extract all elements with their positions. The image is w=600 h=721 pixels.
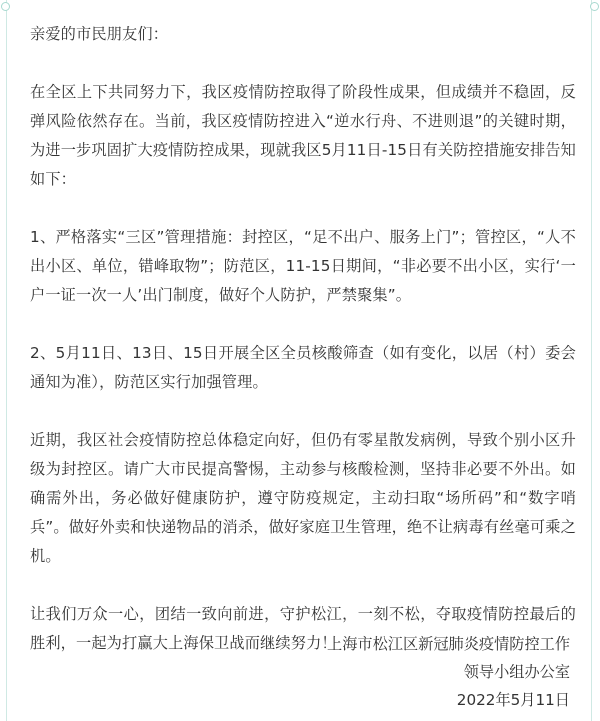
paragraph-measure-2: 2、5月11日、13日、15日开展全区全员核酸筛查（如有变化，以居（村）委会通知为准），防范区实行加强管理。	[30, 344, 576, 391]
signature-date: 2022年5月11日	[456, 691, 570, 709]
signature-block	[327, 630, 570, 714]
paragraph-intro: 在全区上下共同努力下，我区疫情防控取得了阶段性成果，但成绩并不稳固，反弹风险依然存在。当前，我区疫情防控进入“逆水行舟、不进则退”的关键时期，为进一步巩固扩大疫情防控成果，现就我区5月11日-15日有关防控措施安排告知如下：	[30, 83, 576, 188]
paragraph-closing: 让我们万众一心，团结一致向前进，守护松江，一刻不松，夺取疫情防控最后的胜利，一起为打赢大上海保卫战而继续努力！	[30, 605, 576, 652]
signature-org-line1: 上海市松江区新冠肺炎疫情防控工作	[327, 635, 570, 653]
greeting: 亲爱的市民朋友们：	[30, 25, 169, 43]
corner-ornament-left	[1, 2, 10, 11]
corner-ornament-right	[590, 2, 599, 11]
paragraph-measure-1: 1、严格落实“三区”管理措施：封控区，“足不出户、服务上门”；管控区，“人不出小区、单位，错峰取物”；防范区，11-15日期间，“非必要不出小区，实行‘一户一证一次一人’出门制度，做好个人防护，严禁聚集”。	[30, 228, 576, 304]
signature-org-line2: 领导小组办公室	[463, 663, 570, 681]
paragraph-recent-situation: 近期，我区社会疫情防控总体稳定向好，但仍有零星散发病例，导致个别小区升级为封控区。请广大市民提高警惕，主动参与核酸检测，坚持非必要不外出。如确需外出，务必做好健康防护，遵守防疫规定，主动扫取“场所码”和“数字哨兵”。做好外卖和快递物品的消杀，做好家庭卫生管理，绝不让病毒有丝毫可乘之机。	[30, 431, 576, 565]
letter-body	[30, 0, 576, 687]
